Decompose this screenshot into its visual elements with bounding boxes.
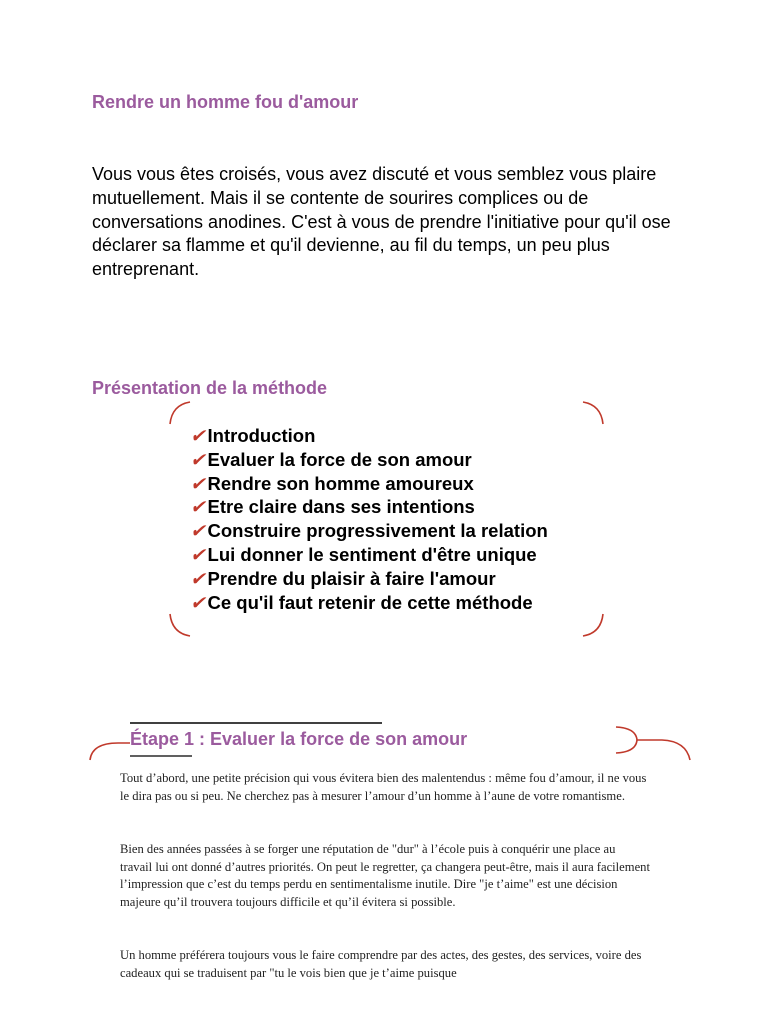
page-title: Rendre un homme fou d'amour xyxy=(92,92,359,112)
method-list-item xyxy=(190,567,548,591)
bracket-bottom-right xyxy=(583,614,603,636)
step1-right-swirl xyxy=(637,740,690,760)
checkmark-icon: ✔ xyxy=(190,591,206,613)
method-list-item-label: Etre claire dans ses intentions xyxy=(207,496,475,518)
step1-left-swirl xyxy=(90,743,130,760)
method-list-item xyxy=(190,448,548,472)
checkmark-icon: ✔ xyxy=(190,472,206,494)
checkmark-icon: ✔ xyxy=(190,567,206,589)
checkmark-icon: ✔ xyxy=(190,520,206,542)
step1-heading: Étape 1 : Evaluer la force de son amour xyxy=(130,729,468,749)
method-list-item xyxy=(190,591,548,615)
step1-right-bracket xyxy=(616,727,637,753)
step1-paragraph-3: Un homme préférera toujours vous le faire comprendre par des actes, des gestes, des services, voire des cadeaux qui se traduisent par "tu le vois bien que je t’aime puisque xyxy=(120,948,642,980)
method-list-item xyxy=(190,472,548,496)
bracket-top-left xyxy=(170,402,190,424)
method-list-item-label: Rendre son homme amoureux xyxy=(207,472,474,494)
method-list-item-label: Ce qu'il faut retenir de cette méthode xyxy=(207,591,533,613)
bracket-bottom-left xyxy=(170,614,190,636)
method-list-item-label: Lui donner le sentiment d'être unique xyxy=(207,543,537,565)
method-list-item xyxy=(190,519,548,543)
checkmark-icon: ✔ xyxy=(190,448,206,470)
checkmark-icon: ✔ xyxy=(190,543,206,565)
bracket-top-right xyxy=(583,402,603,424)
method-list-item-label: Introduction xyxy=(207,425,316,446)
step1-paragraph-2: Bien des années passées à se forger une réputation de "dur" à l’école puis à conquérir une place au travail lui ont donné d’autres priorités. On peut le regretter, ça changera peut-être, mais il aura facilement l’impression que c’est du temps perdu en sentimentalisme inutile. Dire "je t’aime" est une décision majeure qu’il trouvera toujours difficile et qu’il évitera si possible. xyxy=(120,842,650,909)
step1-paragraph-1: Tout d’abord, une petite précision qui vous évitera bien des malentendus : même fou d’amour, il ne vous le dira pas ou si peu. Ne cherchez pas à mesurer l’amour d’un homme à l’aune de votre romantisme. xyxy=(120,771,647,803)
method-list-item-label: Prendre du plaisir à faire l'amour xyxy=(207,567,496,589)
checkmark-icon: ✔ xyxy=(190,425,206,446)
method-list-item-label: Construire progressivement la relation xyxy=(207,520,548,542)
intro-paragraph: Vous vous êtes croisés, vous avez discuté et vous semblez vous plaire mutuellement. Mais il se contente de sourires complices ou de conversations anodines. C'est à vous de prendre l'initiative pour qu'il ose déclarer sa flamme et qu'il devienne, au fil du temps, un peu plus entreprenant. xyxy=(92,164,671,280)
method-list-item-label: Evaluer la force de son amour xyxy=(207,448,472,470)
checkmark-icon: ✔ xyxy=(190,496,206,518)
method-heading: Présentation de la méthode xyxy=(92,378,328,398)
method-list-item xyxy=(190,543,548,567)
method-list-item xyxy=(190,424,548,448)
method-list xyxy=(190,424,548,614)
method-list-item xyxy=(190,495,548,519)
